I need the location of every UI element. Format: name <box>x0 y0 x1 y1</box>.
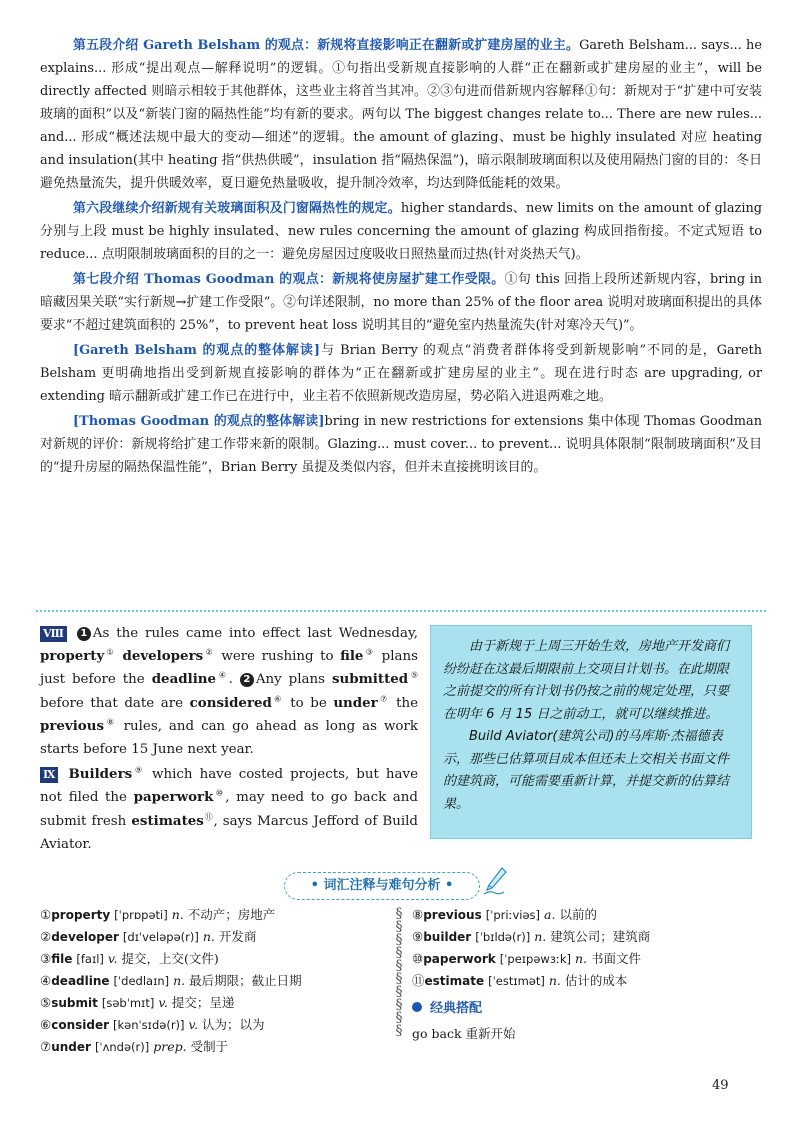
vocab-phonetic: [ˈbɪldə(r)] <box>475 930 531 944</box>
collocation-item: go back 重新开始 <box>412 1026 516 1041</box>
vocab-number: ② <box>40 929 52 944</box>
vocab-phonetic: [ˈestɪmət] <box>488 974 545 988</box>
vocab-definition: 提交；呈递 <box>171 995 235 1010</box>
page-number: 49 <box>712 1078 729 1093</box>
vocab-part-of-speech: n. <box>548 973 561 988</box>
vocab-entry <box>40 926 390 948</box>
vocab-entry <box>412 904 752 926</box>
collocation-heading <box>412 998 752 1019</box>
vocab-number: ① <box>40 907 52 922</box>
sentence-number: 1 <box>77 627 91 641</box>
analysis-paragraph-5 <box>40 34 762 195</box>
passage-text: were rushing to <box>221 649 334 665</box>
vocab-phonetic: [səbˈmɪt] <box>101 996 155 1010</box>
vocab-definition: 建筑公司；建筑商 <box>550 929 651 944</box>
vocab-definition: 提交，上交(文件) <box>121 951 219 966</box>
vocab-number: ⑥ <box>40 1017 52 1032</box>
analysis-text: ①句 this 回指上段所述新规内容，bring in 暗藏因果关联“实行新规→扩建工作受限”。②句详述限制，no more than 25% of the floor area 说明对玻璃面积提出的具体要求“不超过建筑面积的 25%”，to prevent heat loss 说明其目的“避免室内热量流失(针对寒冷天气)”。 <box>40 272 762 333</box>
pen-icon <box>482 866 508 896</box>
vocab-ref: ⑧ <box>104 717 117 727</box>
vocab-number: ⑤ <box>40 995 52 1010</box>
english-passage <box>40 622 418 858</box>
vocab-list-left <box>40 904 390 1058</box>
vocab-entry <box>40 970 390 992</box>
vocab-word: developers <box>122 648 204 665</box>
vocab-entry <box>412 948 752 970</box>
vocab-word: file <box>340 648 364 665</box>
vocab-ref: ⑥ <box>271 694 284 704</box>
vocab-word: submitted <box>331 671 409 688</box>
vocab-word: previous <box>40 717 105 734</box>
passage-text: which have costed projects, but have not filed the <box>40 767 418 806</box>
analysis-text: 与 Brian Berry 的观点“消费者群体将受到新规影响”不同的是，Gareth Belsham 更明确地指出受到新规直接影响的群体为“正在翻新或扩建房屋的业主”。现在进行时态 are upgrading, or extending 暗示翻新或扩建工作已在进行中，业主若不依照新规改造房屋，势必陷入进退两难之地。 <box>40 343 762 404</box>
analysis-text: bring in new restrictions for extensions 集中体现 Thomas Goodman 对新规的评价：新规将给扩建工作带来新的限制。Glazing... must cover... to prevent... 说明具体限制“限制玻璃面积”及目的“提升房屋的隔热保温性能”，Brian Berry 虽提及类似内容，但并未直接挑明该目的。 <box>40 414 763 475</box>
spiral-divider: § § § § § § § § § § <box>395 906 403 1039</box>
vocab-part-of-speech: v. <box>107 951 118 966</box>
vocab-number: ⑧ <box>412 907 424 922</box>
vocab-number: ⑪ <box>412 973 425 988</box>
passage-text: to be <box>290 695 327 711</box>
passage-text: As the rules came into effect last Wednesday, <box>92 626 418 641</box>
sentence-number: 2 <box>240 673 254 687</box>
passage-text: rules, and can go ahead as long as work starts before 15 June next year. <box>40 718 418 758</box>
passage-text: , may need to go back and submit fresh <box>40 790 418 829</box>
vocab-word: considered <box>189 694 272 711</box>
vocab-headword: previous <box>423 908 482 922</box>
vocab-ref: ⑨ <box>132 765 145 775</box>
vocab-entry <box>40 948 390 970</box>
vocab-headword: developer <box>51 930 119 944</box>
vocab-list-right <box>412 904 752 1044</box>
vocab-entry <box>40 1014 390 1036</box>
vocab-section-title: • 词汇注释与难句分析 • <box>284 872 480 900</box>
vocab-number: ③ <box>40 951 52 966</box>
vocab-word: property <box>40 648 105 665</box>
vocab-entry <box>40 904 390 926</box>
vocab-number: ④ <box>40 973 52 988</box>
section-divider <box>36 610 766 612</box>
passage-text: , says Marcus Jefford of Build Aviator. <box>40 813 418 852</box>
vocab-phonetic: [kənˈsɪdə(r)] <box>113 1018 185 1032</box>
vocab-entry <box>40 1036 390 1058</box>
vocab-entry <box>40 992 390 1014</box>
translation-paragraph-9: Build Aviator(建筑公司)的马库斯·杰福德表示，那些已估算项目成本但还未上交相关书面文件的建筑商，可能需要重新计算，并提交新的估算结果。 <box>443 729 730 812</box>
vocab-part-of-speech: prep. <box>153 1039 187 1054</box>
passage-text: before that date are <box>40 695 184 711</box>
vocab-definition: 最后期限；截止日期 <box>189 973 302 988</box>
vocab-definition: 开发商 <box>218 929 257 944</box>
vocab-word: Builders <box>68 766 133 783</box>
vocab-phonetic: [ˈpriːviəs] <box>485 908 541 922</box>
vocab-phonetic: [ˈpeɪpəwɜːk] <box>499 952 571 966</box>
vocab-phonetic: [ˈprɒpəti] <box>114 908 168 922</box>
vocab-part-of-speech: v. <box>158 995 168 1010</box>
vocab-phonetic: [ˈdedlaɪn] <box>113 974 170 988</box>
analysis-paragraph-7 <box>40 268 762 337</box>
vocab-part-of-speech: n. <box>574 951 587 966</box>
vocab-headword: paperwork <box>423 952 496 966</box>
vocab-headword: builder <box>423 930 472 944</box>
passage-text: the <box>396 695 419 711</box>
vocab-part-of-speech: v. <box>188 1017 199 1032</box>
vocab-ref: ① <box>104 647 116 657</box>
passage-text: plans just before the <box>40 649 419 688</box>
vocab-ref: ③ <box>363 647 376 657</box>
vocab-ref: ② <box>203 647 215 657</box>
vocab-entry <box>412 926 752 948</box>
vocab-phonetic: [faɪl] <box>76 952 104 966</box>
vocab-word: under <box>333 694 378 711</box>
analysis-text: higher standards、new limits on the amount of glazing 分别与上段 must be highly insulated、new rules concerning the amount of glazing 构成回指衔接。不定式短语 to reduce... 点明限制玻璃面积的目的之一：避免房屋因过度吸收日照热量而过热(针对炎热天气)。 <box>40 201 763 262</box>
analysis-text: Gareth Belsham... says... he explains... 形成“提出观点—解释说明”的逻辑。①句指出受新规直接影响的人群“正在翻新或扩建房屋的业主”，will be directly affected 则暗示相较于其他群体，这些业主将首当其冲。②③句进而借新规内容解释①句：新规对于“扩建中可安装玻璃的面积”以及“新装门窗的隔热性能”均有新的要求。两句以 The biggest changes relate to... There are new rules... and... 形成“概述法规中最大的变动—细述”的逻辑。the amount of glazing、must be highly insulated 对应 heating and insulation(其中 heating 指“供热供暖”，insulation 指“隔热保温”)，暗示限制玻璃面积以及使用隔热门窗的目的：冬日避免热量流失，提升供暖效率，夏日避免热量吸收，提升制冷效率，均达到降低能耗的效果。 <box>40 38 762 191</box>
translation-paragraph-8: 由于新规于上周三开始生效，房地产开发商们纷纷赶在这最后期限前上交项目计划书。在此期限之前提交的所有计划书仍按之前的规定处理，只要在明年 6 月 15 日之前动工，就可以继续推进。 <box>443 639 730 722</box>
vocab-part-of-speech: n. <box>534 929 547 944</box>
paragraph-number-badge: Ⅷ <box>40 626 67 642</box>
analysis-heading: 第七段介绍 Thomas Goodman 的观点：新规将使房屋扩建工作受限。 <box>73 272 505 287</box>
vocab-word: estimates <box>131 812 204 829</box>
vocab-definition: 受制于 <box>190 1039 229 1054</box>
analysis-heading: 第五段介绍 Gareth Belsham 的观点：新规将直接影响正在翻新或扩建房屋的业主。 <box>73 38 580 53</box>
vocab-part-of-speech: n. <box>173 973 186 988</box>
overall-reading-tag: [ Gareth Belsham 的观点的整体解读 ] <box>73 343 320 358</box>
vocab-headword: deadline <box>51 974 110 988</box>
translation-box <box>430 625 752 839</box>
vocab-headword: file <box>51 952 73 966</box>
vocab-headword: consider <box>51 1018 110 1032</box>
vocab-ref: ④ <box>216 670 229 680</box>
vocab-part-of-speech: n. <box>202 929 215 944</box>
vocab-headword: under <box>51 1040 91 1054</box>
vocab-word: deadline <box>151 671 217 688</box>
collocation-heading-text: 经典搭配 <box>430 1001 483 1016</box>
vocab-phonetic: [dɪˈveləpə(r)] <box>122 930 199 944</box>
vocab-definition: 书面文件 <box>590 951 641 966</box>
vocab-entry <box>412 970 752 992</box>
overall-reading-gareth <box>40 339 762 408</box>
analysis-heading: 第六段继续介绍新规有关玻璃面积及门窗隔热性的规定。 <box>73 201 401 216</box>
vocab-number: ⑩ <box>412 951 424 966</box>
analysis-paragraph-6 <box>40 197 762 266</box>
overall-reading-thomas <box>40 410 762 479</box>
vocab-part-of-speech: a. <box>544 907 556 922</box>
paragraph-number-badge: Ⅸ <box>40 767 58 783</box>
vocab-part-of-speech: n. <box>171 907 184 922</box>
vocab-headword: estimate <box>424 974 485 988</box>
vocab-definition: 估计的成本 <box>564 973 628 988</box>
vocab-definition: 认为；以为 <box>202 1017 265 1032</box>
vocab-number: ⑦ <box>40 1039 52 1054</box>
overall-reading-tag: [ Thomas Goodman 的观点的整体解读 ] <box>73 414 324 429</box>
passage-text: Any plans <box>255 672 326 688</box>
vocab-number: ⑨ <box>412 929 424 944</box>
vocab-phonetic: [ˈʌndə(r)] <box>94 1040 150 1054</box>
vocab-headword: submit <box>51 996 98 1010</box>
bullet-dot-icon <box>412 1002 422 1012</box>
vocab-headword: property <box>51 908 111 922</box>
passage-paragraph-8 <box>40 622 418 761</box>
vocab-word: paperwork <box>133 789 214 806</box>
vocab-definition: 不动产；房地产 <box>187 907 276 922</box>
analysis-section <box>40 34 762 481</box>
vocab-ref: ⑦ <box>377 694 390 704</box>
vocab-ref: ⑤ <box>408 670 419 680</box>
passage-text: . <box>228 672 233 688</box>
passage-paragraph-9 <box>40 763 418 856</box>
vocab-ref: ⑩ <box>213 788 226 798</box>
vocab-definition: 以前的 <box>559 907 597 922</box>
vocab-ref: ⑪ <box>203 812 214 822</box>
